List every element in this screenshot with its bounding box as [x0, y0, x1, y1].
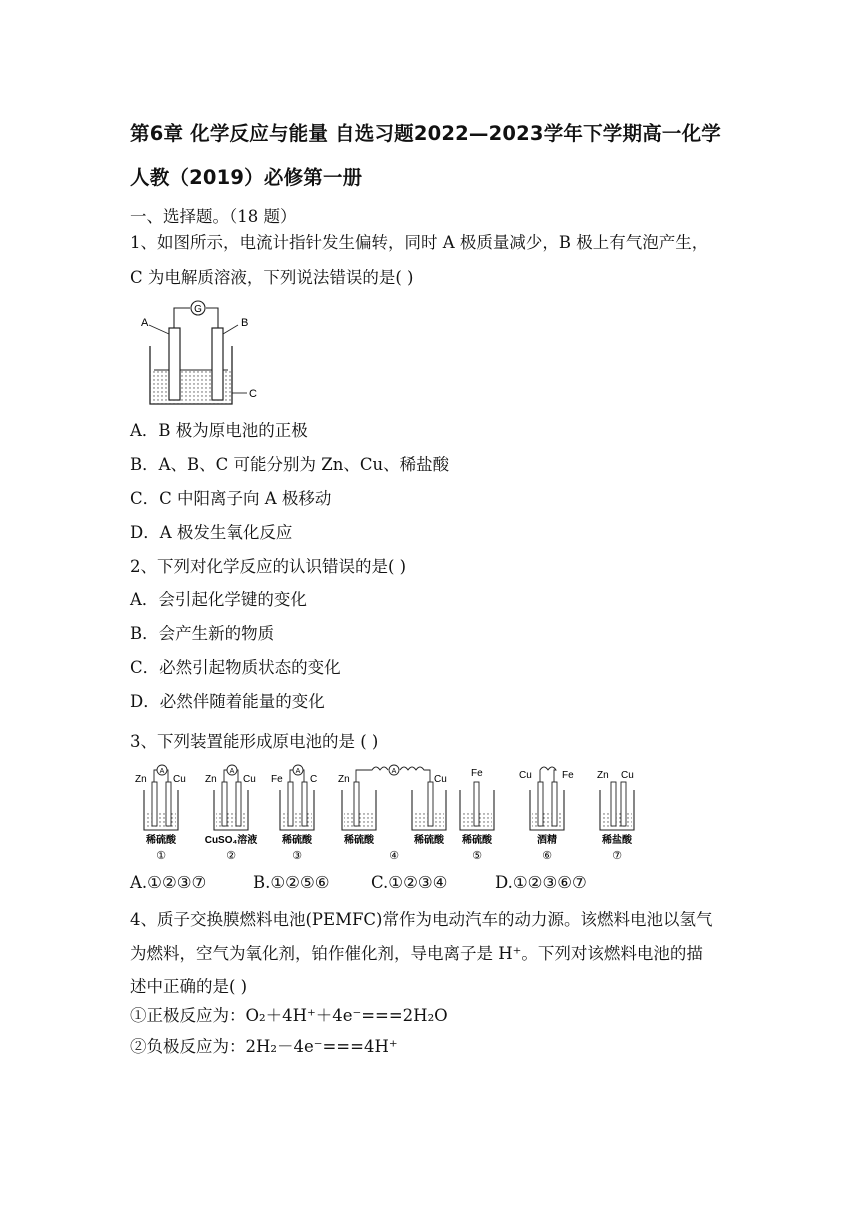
q4-statement-2: ②负极反应为：2H₂－4e⁻===4H⁺: [130, 1037, 398, 1056]
title-line-2: 人教（2019）必修第一册: [130, 166, 363, 189]
device-3-number: ③: [292, 850, 302, 862]
device-4-solution-1: 稀硫酸: [344, 835, 374, 846]
device-2: [205, 765, 258, 862]
device-1: [135, 765, 186, 862]
device-7-number: ⑦: [612, 850, 622, 862]
q1-stem-line-1: 1、如图所示，电流计指针发生偏转，同时 A 极质量减少，B 极上有气泡产生，: [130, 233, 709, 252]
device-6-solution: 酒精: [537, 835, 557, 846]
device-6: [519, 767, 574, 862]
device-7-right: Cu: [621, 770, 634, 781]
q3-option-d: D.①②③⑥⑦: [495, 873, 587, 892]
device-1-solution: 稀硫酸: [146, 835, 176, 846]
device-6-left: Cu: [519, 770, 532, 781]
q2-option-b: B．会产生新的物质: [130, 624, 275, 643]
ammeter-label: A: [295, 768, 301, 775]
device-4: [338, 765, 447, 862]
q3-option-a: A.①②③⑦: [130, 873, 207, 892]
device-6-number: ⑥: [542, 850, 552, 862]
q1-stem-line-2: C 为电解质溶液，下列说法错误的是( ): [130, 268, 414, 287]
device-5: [460, 768, 494, 862]
ammeter-label: A: [159, 768, 165, 775]
q2-option-d: D．必然伴随着能量的变化: [130, 692, 325, 711]
q1-option-d: D．A 极发生氧化反应: [130, 523, 293, 542]
electrode-b: [212, 328, 223, 400]
device-5-solution: 稀硫酸: [462, 835, 492, 846]
q4-stem-line-2: 为燃料，空气为氧化剂，铂作催化剂，导电离子是 H⁺。下列对该燃料电池的描: [130, 944, 703, 963]
ammeter-label: A: [229, 768, 235, 775]
device-4-right: Cu: [434, 774, 447, 785]
device-3-left: Fe: [271, 774, 283, 785]
title-line-1: 第6章 化学反应与能量 自选习题2022—2023学年下学期高一化学: [130, 122, 721, 145]
q1-cell-figure: [140, 298, 270, 410]
q2-option-a: A．会引起化学键的变化: [130, 590, 307, 609]
electrode-a: [169, 328, 180, 400]
galvanometer-label: G: [194, 304, 202, 315]
q2-stem: 2、下列对化学反应的认识错误的是( ): [130, 557, 407, 576]
q2-option-c: C．必然引起物质状态的变化: [130, 658, 341, 677]
section-heading: 一、选择题。（18 题）: [130, 207, 297, 226]
device-2-left: Zn: [205, 774, 217, 785]
q3-stem: 3、下列装置能形成原电池的是 ( ): [130, 732, 379, 751]
q3-devices-figure: [130, 760, 650, 862]
q1-option-a: A．B 极为原电池的正极: [130, 421, 308, 440]
device-4-solution-2: 稀硫酸: [414, 835, 444, 846]
device-7-solution: 稀盐酸: [602, 835, 632, 846]
device-7: [597, 770, 634, 862]
device-2-solution: CuSO₄溶液: [204, 835, 258, 846]
device-1-right: Cu: [173, 774, 186, 785]
q1-option-c: C．C 中阳离子向 A 极移动: [130, 489, 332, 508]
device-2-right: Cu: [243, 774, 256, 785]
label-c: C: [249, 388, 257, 400]
q4-stem-line-3: 述中正确的是( ): [130, 977, 248, 996]
label-b: B: [241, 317, 249, 329]
device-7-left: Zn: [597, 770, 609, 781]
device-3-right: C: [310, 774, 318, 785]
q1-option-b: B．A、B、C 可能分别为 Zn、Cu、稀盐酸: [130, 455, 450, 474]
q4-statement-1: ①正极反应为：O₂＋4H⁺＋4e⁻===2H₂O: [130, 1006, 448, 1025]
q3-option-c: C.①②③④: [371, 873, 448, 892]
label-a: A: [141, 317, 149, 329]
device-1-left: Zn: [135, 774, 147, 785]
device-3: [271, 765, 317, 862]
q4-stem-line-1: 4、质子交换膜燃料电池(PEMFC)常作为电动汽车的动力源。该燃料电池以氢气: [130, 910, 713, 929]
device-6-right: Fe: [562, 770, 574, 781]
device-1-number: ①: [156, 850, 166, 862]
q3-options: [130, 873, 587, 892]
ammeter-label: A: [391, 768, 397, 775]
q3-option-b: B.①②⑤⑥: [253, 873, 330, 892]
device-5-number: ⑤: [472, 850, 482, 862]
device-4-number: ④: [389, 850, 399, 862]
device-3-solution: 稀硫酸: [282, 835, 312, 846]
device-5-left: Fe: [471, 768, 483, 779]
device-2-number: ②: [226, 850, 236, 862]
device-4-left: Zn: [338, 774, 350, 785]
